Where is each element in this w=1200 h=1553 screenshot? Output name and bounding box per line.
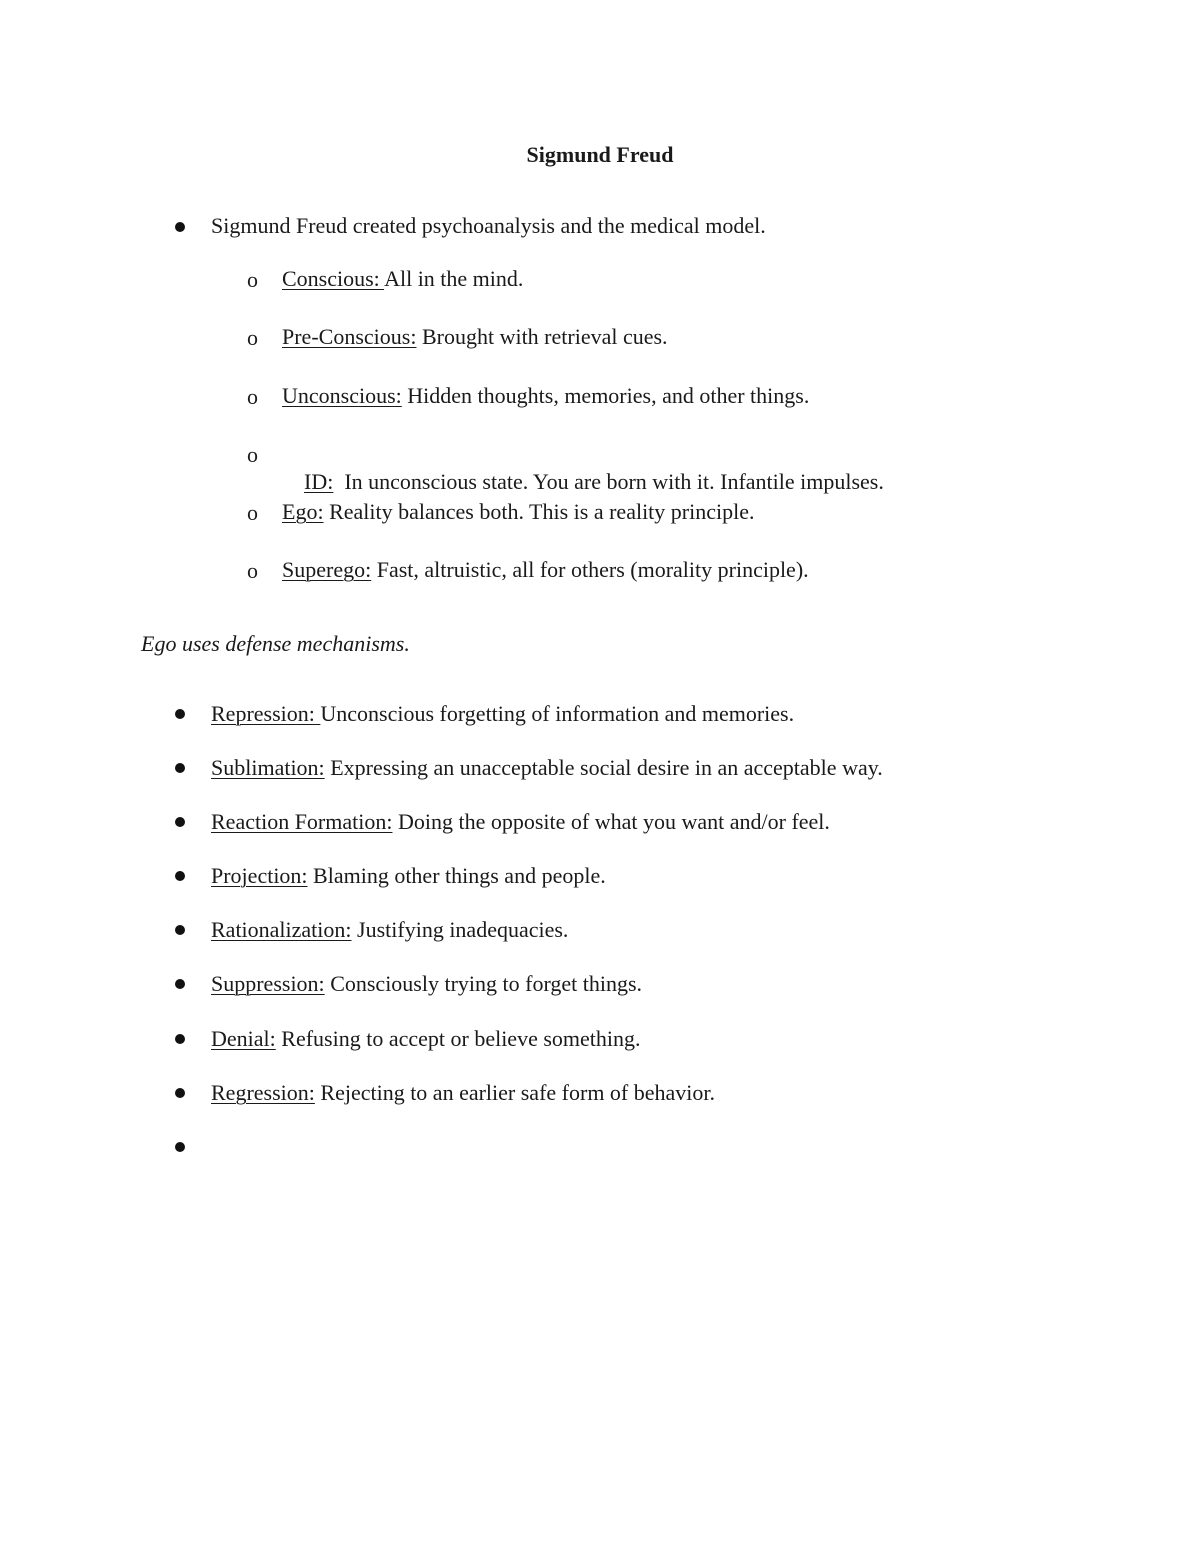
circle-bullet-icon: o xyxy=(247,384,258,409)
bullet-icon xyxy=(175,925,185,935)
sub-item-superego xyxy=(282,556,809,584)
term-definition: Blaming other things and people. xyxy=(307,863,606,888)
bullet-icon xyxy=(175,817,185,827)
term-definition: Consciously trying to forget things. xyxy=(324,971,643,996)
term-label: ID: xyxy=(304,469,334,494)
term-label: Conscious: xyxy=(282,266,385,291)
term-label: Reaction Formation: xyxy=(211,809,393,834)
term-definition: Rejecting to an earlier safe form of behavior. xyxy=(314,1080,716,1105)
term-definition: Refusing to accept or believe something. xyxy=(275,1026,641,1051)
mechanism-reaction-formation xyxy=(211,808,830,836)
sub-item-unconscious xyxy=(282,382,809,410)
circle-bullet-icon: o xyxy=(247,267,258,292)
circle-bullet-icon: o xyxy=(247,442,258,467)
mechanism-suppression xyxy=(211,970,642,998)
term-label: Sublimation: xyxy=(211,755,325,780)
term-label: Denial: xyxy=(211,1026,276,1051)
term-label: Unconscious: xyxy=(282,383,402,408)
circle-bullet-icon: o xyxy=(247,325,258,350)
term-definition: In unconscious state. You are born with it. Infantile impulses. xyxy=(333,469,884,494)
term-definition: All in the mind. xyxy=(384,266,524,291)
bullet-icon xyxy=(175,222,185,232)
bullet-icon xyxy=(175,1142,185,1152)
term-definition: Unconscious forgetting of information and memories. xyxy=(320,701,795,726)
sub-item-preconscious xyxy=(282,323,668,351)
mechanism-rationalization xyxy=(211,916,568,944)
section-heading: Ego uses defense mechanisms. xyxy=(141,631,410,656)
term-definition: Justifying inadequacies. xyxy=(351,917,569,942)
mechanism-denial xyxy=(211,1025,641,1053)
term-label: Repression: xyxy=(211,701,321,726)
term-definition: Hidden thoughts, memories, and other things. xyxy=(401,383,810,408)
sub-item-ego xyxy=(282,498,755,526)
bullet-icon xyxy=(175,1088,185,1098)
circle-bullet-icon: o xyxy=(247,558,258,583)
bullet-icon xyxy=(175,979,185,989)
mechanism-regression xyxy=(211,1079,715,1107)
document-title: Sigmund Freud xyxy=(526,142,674,167)
term-label: Superego: xyxy=(282,557,372,582)
term-label: Regression: xyxy=(211,1080,315,1105)
term-definition: Fast, altruistic, all for others (morality principle). xyxy=(371,557,809,582)
term-definition: Reality balances both. This is a reality principle. xyxy=(323,499,755,524)
circle-bullet-icon: o xyxy=(247,500,258,525)
mechanism-projection xyxy=(211,862,606,890)
term-label: Pre-Conscious: xyxy=(282,324,417,349)
term-definition: Brought with retrieval cues. xyxy=(416,324,668,349)
term-label: Projection: xyxy=(211,863,308,888)
bullet-icon xyxy=(175,709,185,719)
mechanism-sublimation xyxy=(211,754,883,782)
bullet-icon xyxy=(175,1034,185,1044)
term-label: Rationalization: xyxy=(211,917,352,942)
term-label: Suppression: xyxy=(211,971,325,996)
bullet-icon xyxy=(175,763,185,773)
mechanism-repression xyxy=(211,700,794,728)
term-label: Ego: xyxy=(282,499,324,524)
intro-bullet-text: Sigmund Freud created psychoanalysis and the medical model. xyxy=(211,213,766,238)
bullet-icon xyxy=(175,871,185,881)
sub-item-conscious xyxy=(282,265,523,293)
term-definition: Doing the opposite of what you want and/or feel. xyxy=(392,809,830,834)
term-definition: Expressing an unacceptable social desire in an acceptable way. xyxy=(324,755,883,780)
